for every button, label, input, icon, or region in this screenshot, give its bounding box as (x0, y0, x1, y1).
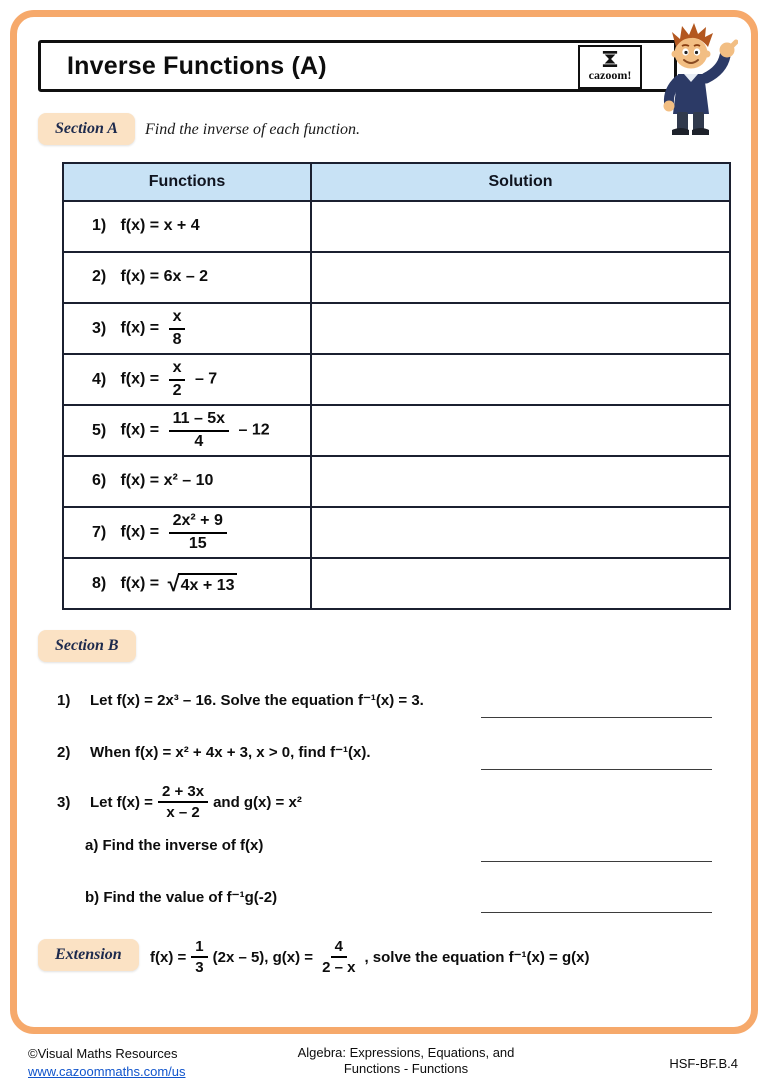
solution-cell (311, 405, 730, 456)
section-a-instruction: Find the inverse of each function. (145, 121, 361, 138)
solution-cell (311, 252, 730, 303)
question-number: 1) (57, 691, 71, 709)
question-number: 3) (92, 319, 107, 337)
footer-copyright-block (28, 1046, 186, 1079)
fraction-denominator: 8 (172, 330, 182, 348)
function-expression: f(x) = (120, 421, 160, 439)
question-number: 2) (92, 268, 107, 286)
fraction-numerator: 11 – 5x (169, 410, 230, 431)
table-row (63, 405, 730, 456)
function-expression-suffix: – 7 (194, 370, 218, 388)
table-row (63, 201, 730, 252)
question-text-suffix: and g(x) = x² (213, 793, 302, 811)
question-text: When f(x) = x² + 4x + 3, x > 0, find f⁻¹(x). (90, 744, 371, 761)
radicand: 4x + 13 (178, 573, 238, 595)
fraction-numerator: x (169, 308, 186, 329)
footer-standard: HSF-BF.B.4 (669, 1056, 738, 1071)
answer-line (481, 769, 712, 770)
functions-table (62, 162, 731, 610)
fraction (169, 308, 186, 349)
question-number: 6) (92, 472, 107, 490)
fraction (169, 359, 186, 400)
footer-course-line2: Functions - Functions (343, 1061, 469, 1077)
extension-expression (150, 936, 589, 978)
table-row (63, 558, 730, 609)
extension-label: Extension (38, 939, 139, 971)
fraction (318, 938, 359, 977)
solution-cell (311, 456, 730, 507)
solution-cell (311, 354, 730, 405)
function-expression: f(x) = (120, 319, 160, 337)
question-number: 2) (57, 743, 71, 761)
table-header-functions: Functions (63, 163, 311, 201)
cazoom-logo-text: cazoom! (588, 68, 632, 82)
section-a-label: Section A (38, 113, 135, 145)
fraction-denominator: 3 (195, 959, 204, 976)
answer-line (481, 912, 712, 913)
function-expression: f(x) = x² – 10 (120, 472, 214, 490)
function-expression: f(x) = x + 4 (120, 217, 200, 235)
fraction-numerator: 2x² + 9 (169, 512, 227, 533)
fraction-numerator: 2 + 3x (158, 783, 208, 803)
question-number: 1) (92, 217, 107, 235)
footer-link[interactable]: www.cazoommaths.com/us (28, 1064, 186, 1079)
function-expression: f(x) = 6x – 2 (120, 268, 209, 286)
question-item (85, 888, 277, 906)
fraction-numerator: x (169, 359, 186, 380)
table-row (63, 354, 730, 405)
table-row (63, 252, 730, 303)
cazoom-logo (578, 45, 642, 89)
answer-line (481, 861, 712, 862)
fraction-denominator: 4 (194, 432, 204, 450)
fraction (169, 512, 227, 553)
question-number: 8) (92, 574, 107, 592)
question-text: Let f(x) = 2x³ – 16. Solve the equation f⁻¹(x) = 3. (90, 692, 424, 709)
fraction-denominator: x – 2 (166, 804, 200, 821)
fraction (158, 783, 208, 822)
question-item (57, 691, 424, 709)
extension-text: (2x – 5), g(x) = (212, 948, 314, 966)
table-header-solution: Solution (311, 163, 730, 201)
footer-copyright: ©Visual Maths Resources (28, 1046, 178, 1061)
extension-text-suffix: , solve the equation f⁻¹(x) = g(x) (364, 949, 590, 966)
table-row (63, 456, 730, 507)
question-item (85, 837, 263, 854)
table-row (63, 507, 730, 558)
cazoom-logo-icon (600, 51, 620, 67)
question-text: b) Find the value of f⁻¹g(-2) (85, 889, 278, 906)
solution-cell (311, 558, 730, 609)
footer-course (298, 1045, 515, 1078)
question-text: a) Find the inverse of f(x) (85, 837, 264, 854)
footer-course-line1: Algebra: Expressions, Equations, and (297, 1045, 515, 1060)
fraction-denominator: 2 – x (322, 959, 356, 976)
table-row (63, 303, 730, 354)
question-number: 5) (92, 421, 107, 439)
fraction (169, 410, 230, 451)
extension-text: f(x) = (150, 948, 187, 966)
fraction (191, 938, 207, 977)
fraction-numerator: 4 (331, 938, 347, 958)
function-expression-suffix: – 12 (238, 421, 270, 439)
function-expression: f(x) = (120, 523, 160, 541)
fraction-denominator: 15 (188, 534, 207, 552)
page-title: Inverse Functions (A) (67, 51, 327, 80)
question-number: 4) (92, 370, 107, 388)
solution-cell (311, 201, 730, 252)
question-number: 7) (92, 523, 107, 541)
question-text: Let f(x) = (90, 793, 153, 811)
table-header-row (63, 163, 730, 201)
fraction-numerator: 1 (191, 938, 207, 958)
radical-sign: √ (167, 570, 180, 596)
question-item (57, 783, 302, 821)
function-expression: f(x) = (120, 370, 160, 388)
question-number: 3) (57, 793, 71, 811)
question-item (57, 743, 370, 761)
solution-cell (311, 507, 730, 558)
square-root (167, 570, 238, 596)
answer-line (481, 717, 712, 718)
solution-cell (311, 303, 730, 354)
section-b-label: Section B (38, 630, 136, 662)
mascot-character (646, 22, 738, 145)
fraction-denominator: 2 (172, 381, 182, 399)
function-expression: f(x) = (120, 574, 160, 592)
